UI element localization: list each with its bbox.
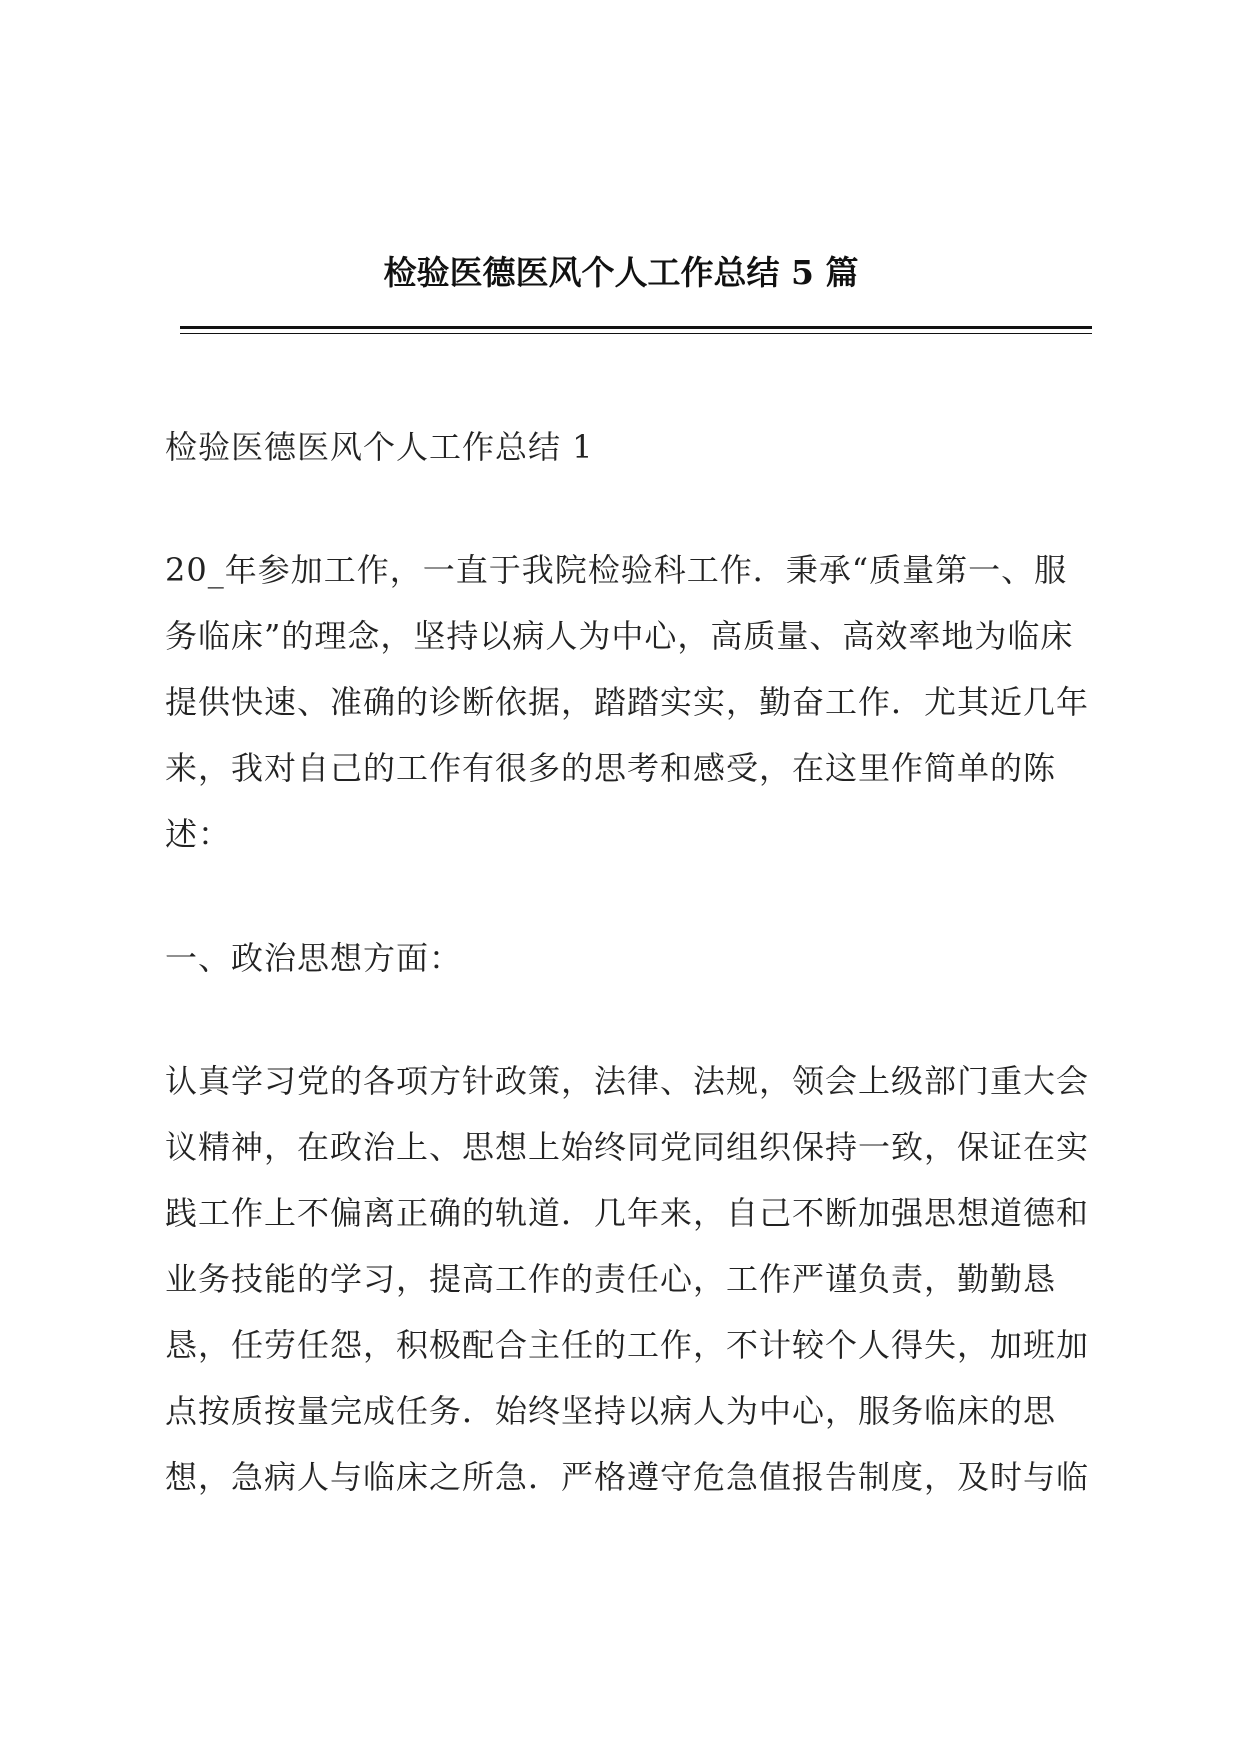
paragraph-line: 业务技能的学习，提高工作的责任心，工作严谨负责，勤勤恳 bbox=[165, 1260, 1057, 1298]
paragraph-line: 点按质按量完成任务．始终坚持以病人为中心，服务临床的思 bbox=[165, 1392, 1057, 1430]
paragraph-intro bbox=[165, 537, 1095, 867]
paragraph-line: 恳，任劳任怨，积极配合主任的工作，不计较个人得失，加班加 bbox=[165, 1326, 1090, 1364]
title-rule-thick bbox=[180, 326, 1092, 329]
paragraph-line: 提供快速、准确的诊断依据，踏踏实实，勤奋工作．尤其近几年 bbox=[165, 683, 1090, 721]
subheading-political-thought: 一、政治思想方面： bbox=[165, 939, 463, 977]
paragraph-line: 议精神，在政治上、思想上始终同党同组织保持一致，保证在实 bbox=[165, 1128, 1090, 1166]
paragraph-line: 认真学习党的各项方针政策，法律、法规，领会上级部门重大会 bbox=[165, 1062, 1090, 1100]
paragraph-line: 践工作上不偏离正确的轨道．几年来，自己不断加强思想道德和 bbox=[165, 1194, 1090, 1232]
section-heading: 检验医德医风个人工作总结 1 bbox=[165, 428, 594, 466]
paragraph-line: 20_年参加工作，一直于我院检验科工作．秉承“质量第一、服 bbox=[165, 551, 1068, 589]
paragraph-line: 想，急病人与临床之所急．严格遵守危急值报告制度，及时与临 bbox=[165, 1458, 1090, 1496]
paragraph-political-thought bbox=[165, 1048, 1095, 1510]
document-title: 检验医德医风个人工作总结 5 篇 bbox=[383, 253, 859, 292]
paragraph-line: 务临床”的理念，坚持以病人为中心，高质量、高效率地为临床 bbox=[165, 617, 1074, 655]
paragraph-line: 来，我对自己的工作有很多的思考和感受，在这里作简单的陈 bbox=[165, 749, 1057, 787]
paragraph-line: 述： bbox=[165, 815, 232, 853]
title-rule-thin bbox=[180, 333, 1092, 334]
